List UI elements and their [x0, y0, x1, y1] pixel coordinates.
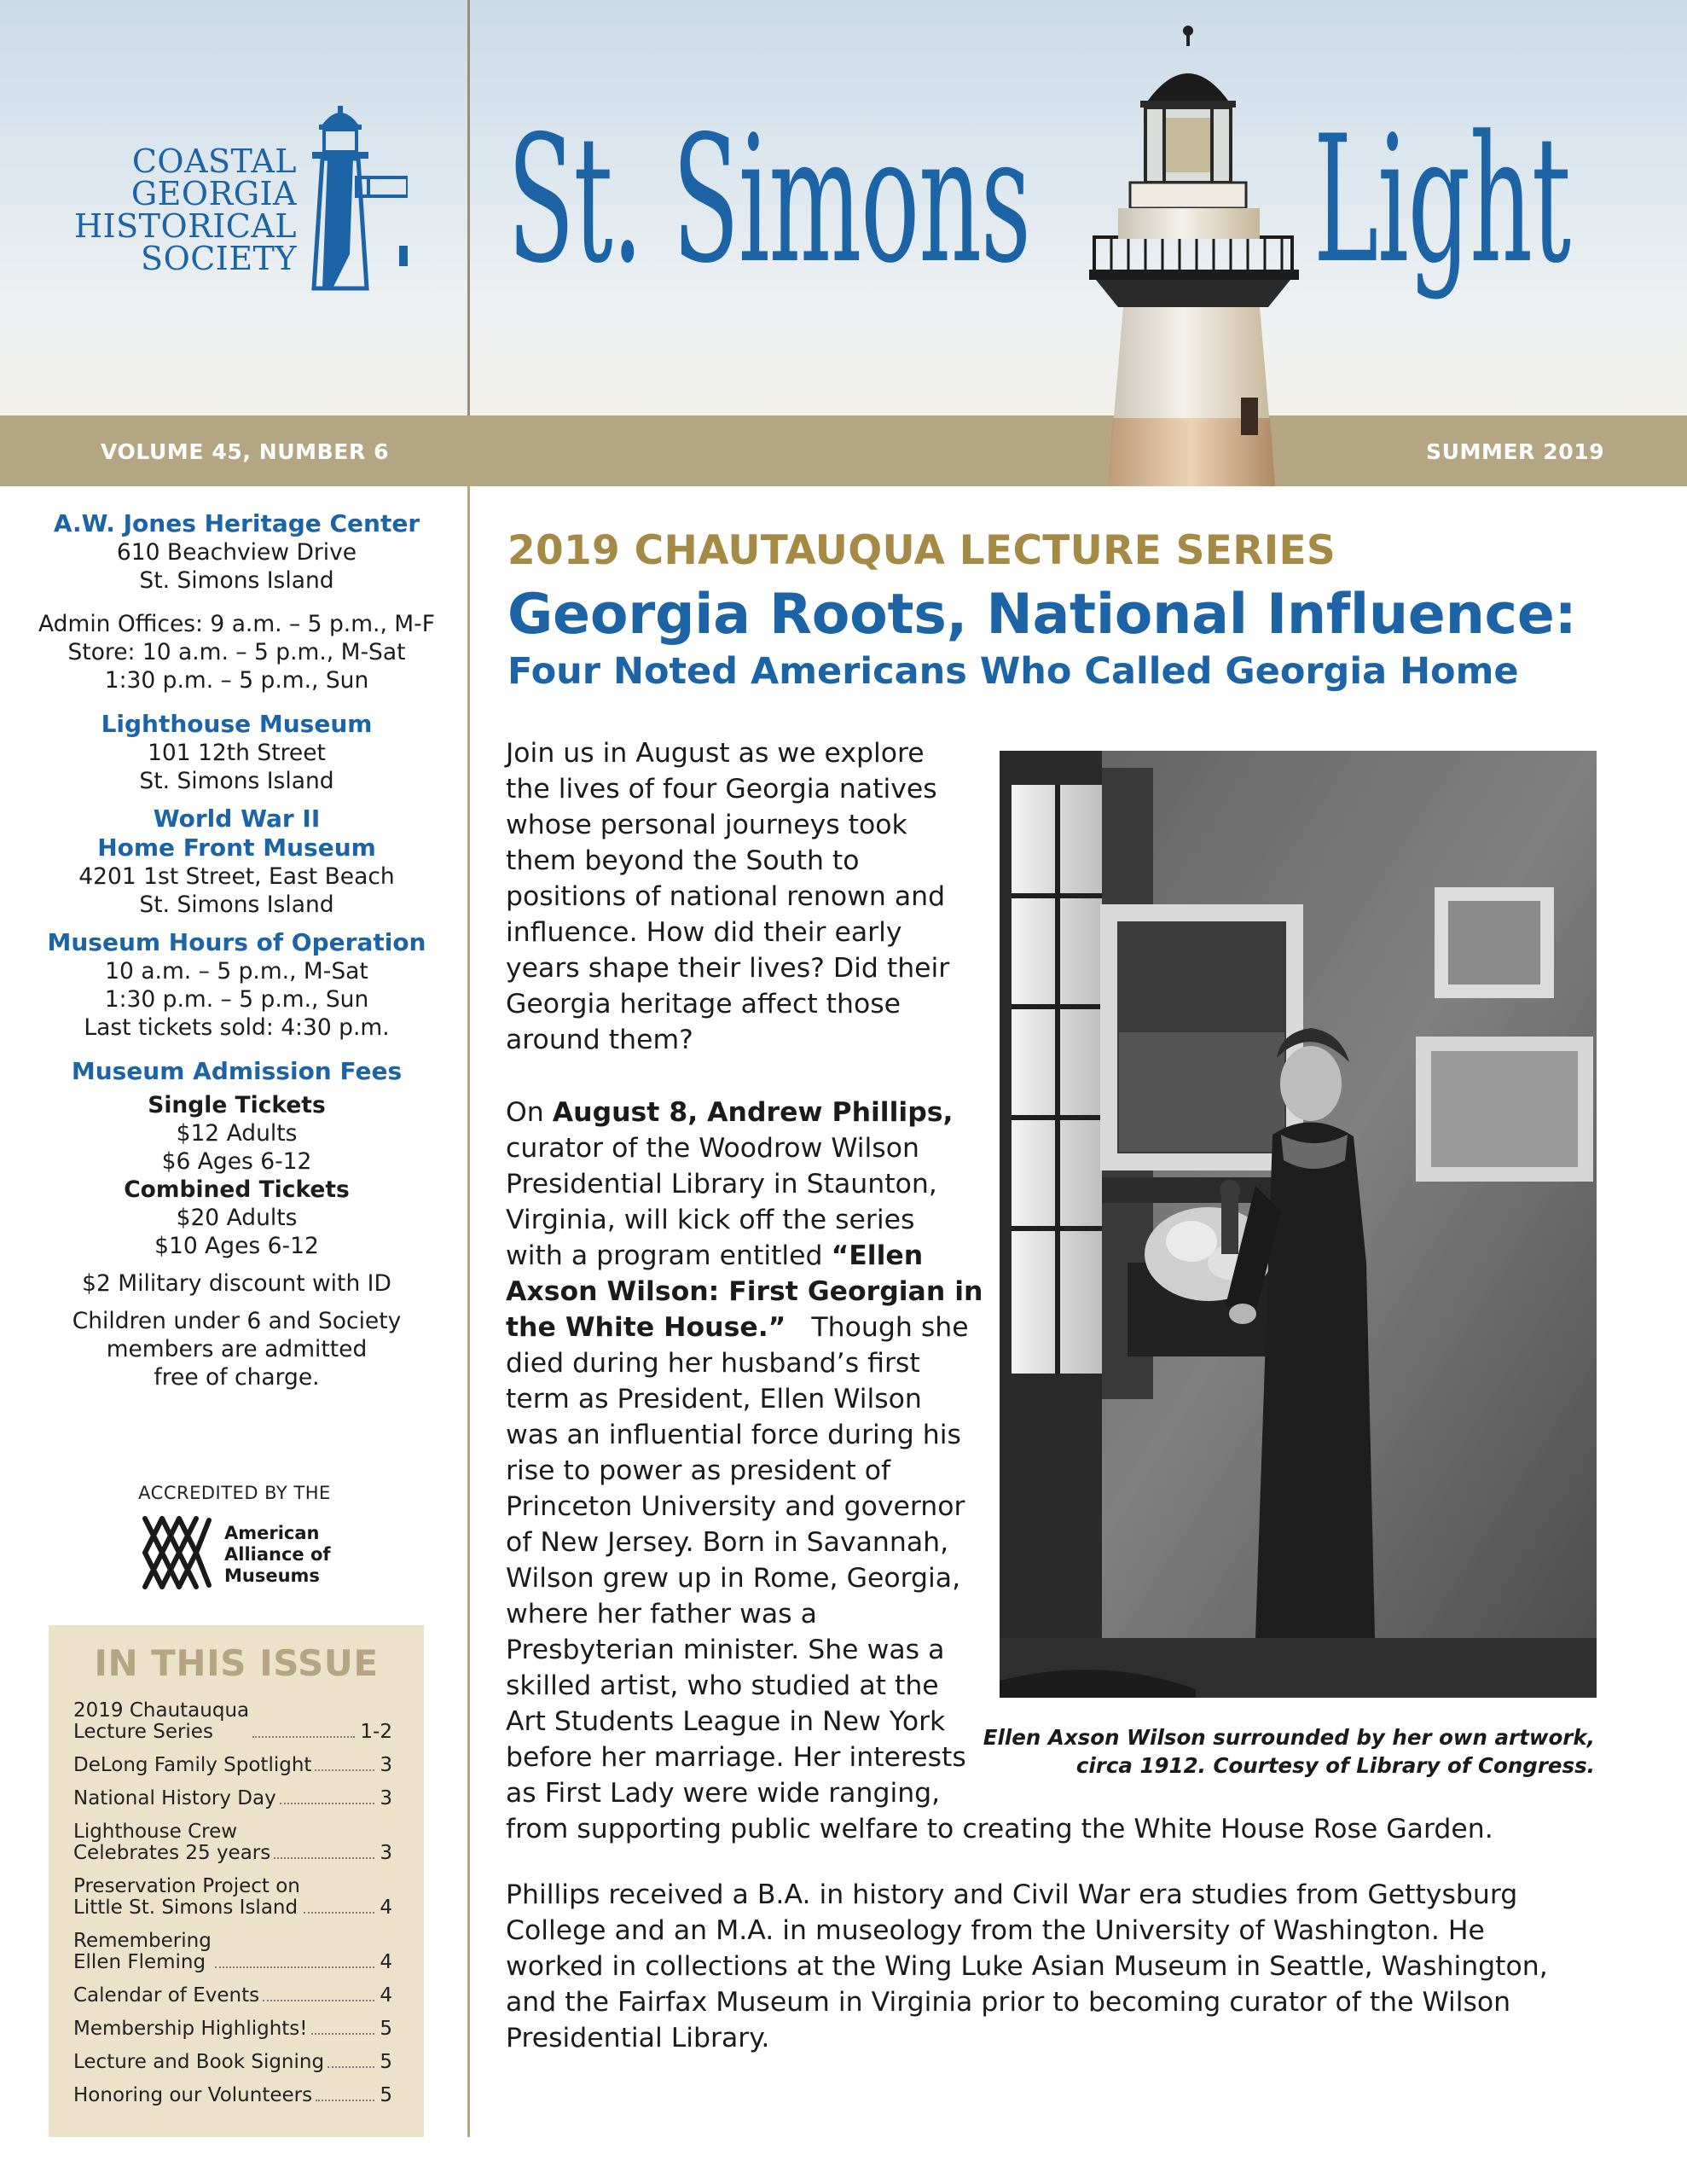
toc-leader: [263, 2000, 374, 2001]
wwii-museum-address: 4201 1st Street, East Beach: [78, 863, 395, 890]
text-run: Though she: [786, 1312, 969, 1343]
museum-hours-heading: Museum Hours of Operation: [47, 928, 426, 956]
toc-item[interactable]: [73, 2052, 392, 2073]
toc-item-title: Calendar of Events: [73, 1984, 260, 2007]
single-ticket-price: $6 Ages 6-12: [161, 1148, 312, 1175]
lighthouse-museum-name: Lighthouse Museum: [101, 710, 373, 738]
text-line: Presidential Library in Staunton,: [506, 1169, 937, 1199]
society-name-line: SOCIETY: [141, 240, 297, 277]
toc-item[interactable]: [73, 1788, 392, 1809]
aam-name-line: Alliance of: [224, 1544, 331, 1565]
toc-leader: [315, 1769, 374, 1771]
toc-page-number: 4: [380, 1896, 392, 1919]
newsletter-title-left: St. Simons: [507, 99, 1030, 302]
wwii-museum-name-line2: Home Front Museum: [97, 834, 376, 862]
toc-leader: [316, 2100, 374, 2101]
text-line: where her father was a: [506, 1599, 817, 1629]
toc-item[interactable]: [73, 1931, 392, 1973]
text-line: College and an M.A. in museology from the University of Washington. He: [506, 1915, 1485, 1946]
article-subhead: Four Noted Americans Who Called Georgia Home: [507, 650, 1519, 693]
text-line: whose personal journeys took: [506, 810, 907, 840]
text-line: rise to power as president of: [506, 1455, 891, 1486]
toc-item[interactable]: [73, 1821, 392, 1864]
toc-page-number: 1-2: [360, 1721, 392, 1743]
sidebar: [17, 509, 456, 1391]
toc-item-title: Honoring our Volunteers: [73, 2084, 313, 2106]
toc-item[interactable]: [73, 1985, 392, 2007]
text-line: influence. How did their early: [506, 917, 902, 948]
article-paragraph: [506, 735, 949, 1058]
text-line: Presbyterian minister. She was a: [506, 1635, 945, 1665]
toc-page-number: 5: [380, 2051, 392, 2073]
toc-item[interactable]: [73, 1700, 392, 1743]
lighthouse-museum-address: 101 12th Street: [148, 740, 326, 766]
society-name: [67, 142, 297, 277]
text-line: from supporting public welfare to creating the White House Rose Garden.: [506, 1814, 1493, 1844]
toc-item[interactable]: [73, 2085, 392, 2106]
combined-ticket-price: $20 Adults: [176, 1205, 298, 1231]
toc-item-title: Membership Highlights!: [73, 2018, 308, 2040]
aam-name-line: Museums: [224, 1565, 320, 1586]
toc-page-number: 4: [380, 1984, 392, 2007]
combined-ticket-price: $10 Ages 6-12: [154, 1233, 319, 1259]
text-line: the lives of four Georgia natives: [506, 774, 937, 804]
toc-item-title: Remembering: [73, 1930, 212, 1952]
text-line: positions of national renown and: [506, 881, 946, 912]
society-name-line: HISTORICAL: [73, 207, 297, 245]
text-line: and the Fairfax Museum in Virginia prior to becoming curator of the Wilson: [506, 1987, 1511, 2018]
text-line: Art Students League in New York: [506, 1706, 946, 1737]
toc-item-title: DeLong Family Spotlight: [73, 1754, 312, 1776]
article-kicker: 2019 CHAUTAUQUA LECTURE SERIES: [507, 527, 1336, 574]
toc-leader: [252, 1736, 355, 1738]
aam-name: [224, 1523, 331, 1587]
wwii-museum-name: World War II: [153, 804, 321, 833]
in-this-issue-title: IN THIS ISSUE: [94, 1642, 379, 1684]
program-title: the White House.”: [506, 1312, 786, 1343]
volume-number: VOLUME 45, NUMBER 6: [101, 439, 390, 464]
museum-hours-line: 1:30 p.m. – 5 p.m., Sun: [104, 986, 369, 1013]
museum-hours-line: Last tickets sold: 4:30 p.m.: [84, 1014, 390, 1041]
store-hours: Store: 10 a.m. – 5 p.m., M-Sat: [67, 639, 406, 665]
toc-item-title: Ellen Fleming: [73, 1951, 206, 1973]
program-title: Axson Wilson: First Georgian in: [506, 1276, 983, 1307]
column-divider: [467, 486, 470, 2137]
admission-heading: Museum Admission Fees: [71, 1057, 403, 1085]
toc-leader: [328, 2066, 374, 2068]
heritage-center-name: A.W. Jones Heritage Center: [53, 509, 420, 537]
text-line: them beyond the South to: [506, 845, 860, 876]
toc-page-number: 3: [380, 1842, 392, 1864]
toc-item-title: Lecture and Book Signing: [73, 2051, 325, 2073]
toc-leader: [274, 1857, 374, 1859]
museum-hours-line: 10 a.m. – 5 p.m., M-Sat: [105, 958, 368, 985]
toc-item-title: Lighthouse Crew: [73, 1821, 238, 1843]
military-discount: $2 Military discount with ID: [82, 1270, 391, 1297]
society-name-line: GEORGIA: [130, 175, 297, 212]
toc-leader: [304, 1912, 374, 1914]
toc-item-title: Preservation Project on: [73, 1875, 300, 1897]
accredited-label: ACCREDITED BY THE: [138, 1483, 331, 1503]
article-paragraph: [506, 1877, 1548, 2056]
text-line: before her marriage. Her interests: [506, 1742, 966, 1773]
text-line: Virginia, will kick off the series: [506, 1205, 915, 1235]
caption-line: circa 1912. Courtesy of Library of Congress.: [1075, 1753, 1595, 1778]
text-run: with a program entitled: [506, 1240, 832, 1271]
text-line: around them?: [506, 1025, 693, 1055]
heritage-center-city: St. Simons Island: [139, 567, 334, 594]
aam-name-line: American: [224, 1523, 320, 1543]
masthead-divider: [467, 0, 470, 415]
combined-tickets-heading: Combined Tickets: [124, 1176, 350, 1203]
text-line: worked in collections at the Wing Luke Asian Museum in Seattle, Washington,: [506, 1951, 1548, 1982]
children-admission: Children under 6 and Society: [72, 1308, 402, 1334]
toc-page-number: 5: [380, 2084, 392, 2106]
toc-item-title: Little St. Simons Island: [73, 1896, 299, 1919]
text-line: died during her husband’s first: [506, 1348, 920, 1379]
single-ticket-price: $12 Adults: [176, 1120, 298, 1147]
text-line: Princeton University and governor: [506, 1491, 965, 1522]
text-line: Georgia heritage affect those: [506, 989, 901, 1019]
issue-season: SUMMER 2019: [1426, 439, 1605, 464]
lighthouse-photo: [1070, 9, 1318, 486]
society-name-line: COASTAL: [131, 142, 297, 180]
ellen-wilson-photo: [1000, 751, 1597, 1698]
toc-leader: [280, 1803, 375, 1804]
program-title: “Ellen: [831, 1240, 924, 1271]
article-headline: Georgia Roots, National Influence:: [507, 583, 1577, 647]
toc-item-title: 2019 Chautauqua: [73, 1699, 250, 1722]
text-line: Phillips received a B.A. in history and Civil War era studies from Gettysburg: [506, 1879, 1518, 1910]
text-run: On: [506, 1097, 553, 1128]
in-this-issue-list: [73, 1700, 392, 2118]
text-line: was an influential force during his: [506, 1420, 961, 1450]
text-line: years shape their lives? Did their: [506, 953, 950, 984]
single-tickets-heading: Single Tickets: [148, 1092, 326, 1118]
heritage-center-address: 610 Beachview Drive: [116, 539, 357, 566]
lighthouse-museum-city: St. Simons Island: [139, 768, 334, 794]
caption-line: Ellen Axson Wilson surrounded by her own artwork,: [983, 1725, 1595, 1750]
text-line: of New Jersey. Born in Savannah,: [506, 1527, 949, 1558]
admin-hours: Admin Offices: 9 a.m. – 5 p.m., M-F: [38, 611, 435, 637]
toc-leader: [311, 2033, 375, 2035]
store-hours-sunday: 1:30 p.m. – 5 p.m., Sun: [104, 667, 369, 694]
toc-leader: [215, 1966, 375, 1968]
toc-page-number: 5: [380, 2018, 392, 2040]
toc-item-title: Lecture Series: [73, 1721, 213, 1743]
toc-page-number: 3: [380, 1787, 392, 1809]
toc-item[interactable]: [73, 2018, 392, 2040]
text-line: skilled artist, who studied at the: [506, 1670, 939, 1701]
text-line: Presidential Library.: [506, 2023, 770, 2053]
text-line: Wilson grew up in Rome, Georgia,: [506, 1563, 961, 1594]
wwii-museum-city: St. Simons Island: [139, 892, 334, 918]
children-admission: members are admitted: [106, 1336, 368, 1362]
text-line: Join us in August as we explore: [506, 738, 925, 769]
text-line: as First Lady were wide ranging,: [506, 1778, 941, 1809]
photo-caption: [981, 1723, 1595, 1780]
aam-logo-icon: [136, 1510, 213, 1595]
newsletter-title-right: Light: [1313, 99, 1570, 302]
toc-item-title: National History Day: [73, 1787, 276, 1809]
children-admission: free of charge.: [154, 1364, 320, 1391]
text-line: curator of the Woodrow Wilson: [506, 1133, 919, 1164]
toc-item-title: Celebrates 25 years: [73, 1842, 271, 1864]
text-line: term as President, Ellen Wilson: [506, 1384, 922, 1414]
toc-item[interactable]: [73, 1755, 392, 1776]
toc-item[interactable]: [73, 1876, 392, 1919]
toc-page-number: 3: [380, 1754, 392, 1776]
toc-page-number: 4: [380, 1951, 392, 1973]
speaker-name: August 8, Andrew Phillips,: [552, 1097, 954, 1128]
